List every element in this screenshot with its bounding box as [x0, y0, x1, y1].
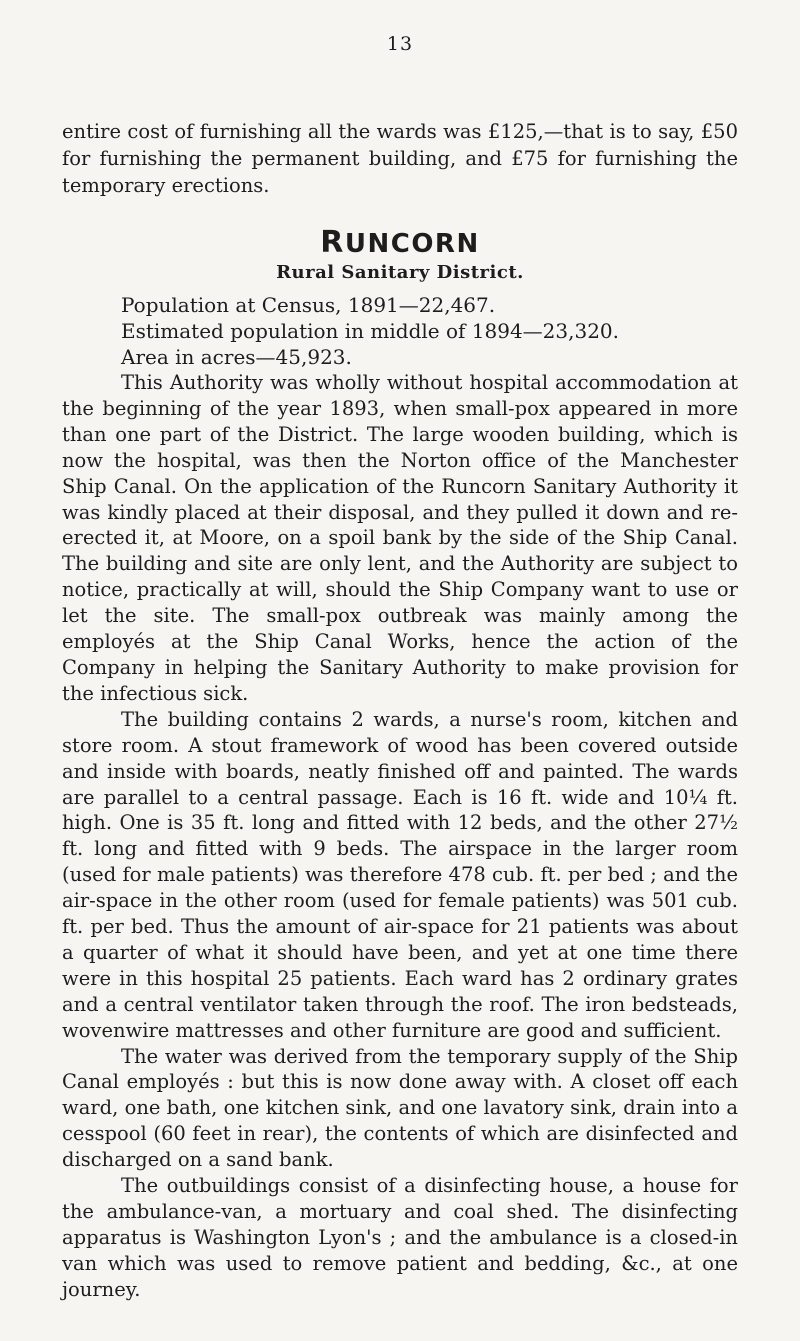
- section-subtitle: Rural Sanitary District.: [276, 262, 524, 283]
- paragraph-outbuildings: The outbuildings consist of a disinfecting house, a house for the ambulance-van, a mortuary and coal shed. The disinfecting apparatus is Washington Lyon's ; and the ambulance is a closed-in van which was used to remove patient and bedding, &c., at one journey.: [62, 1174, 738, 1301]
- statistics-list: [121, 292, 738, 370]
- paragraph-building-description: The building contains 2 wards, a nurse's room, kitchen and store room. A stout framework of wood has been covered outside and inside with boards, neatly finished off and painted. The wards are parallel to a central passage. Each is 16 ft. wide and 10¼ ft. high. One is 35 ft. long and fitted with 12 beds, and the other 27½ ft. long and fitted with 9 beds. The airspace in the larger room (used for male patients) was therefore 478 cub. ft. per bed ; and the air-space in the other room (used for female patients) was 501 cub. ft. per bed. Thus the amount of air-space for 21 patients was about a quarter of what it should have been, and yet at one time there were in this hospital 25 patients. Each ward has 2 ordinary grates and a central ventilator taken through the roof. The iron bedsteads, wovenwire mattresses and other furniture are good and sufficient.: [62, 707, 738, 1042]
- paragraph-hospital-history: This Authority was wholly without hospital accommodation at the beginning of the year 1893, when small-pox appeared in more than one part of the District. The large wooden building, which is now the hospital, was then the Norton office of the Manchester Ship Canal. On the application of the Runcorn Sanitary Authority it was kindly placed at their disposal, and they pulled it down and re-erected it, at Moore, on a spoil bank by the side of the Ship Canal. The building and site are only lent, and the Authority are subject to notice, practically at will, should the Ship Company want to use or let the site. The small-pox outbreak was mainly among the employés at the Ship Canal Works, hence the action of the Company in helping the Sanitary Authority to make provision for the infectious sick.: [62, 371, 738, 705]
- page-number: 13: [386, 33, 414, 55]
- section-title: RUNCORN: [320, 225, 480, 260]
- statistic-population-census: Population at Census, 1891—22,467.: [121, 293, 496, 317]
- statistic-estimated-population: Estimated population in middle of 1894—23,320.: [121, 319, 620, 343]
- body-text: [62, 370, 738, 1303]
- intro-paragraph: entire cost of furnishing all the wards was £125,—that is to say, £50 for furnishing the permanent building, and £75 for furnishing the temporary erections.: [62, 120, 738, 197]
- statistic-area: Area in acres—45,923.: [121, 345, 352, 369]
- paragraph-water-drainage: The water was derived from the temporary supply of the Ship Canal employés : but this is now done away with. A closet off each ward, one bath, one kitchen sink, and one lavatory sink, drain into a cesspool (60 feet in rear), the contents of which are disinfected and discharged on a sand bank.: [62, 1044, 738, 1172]
